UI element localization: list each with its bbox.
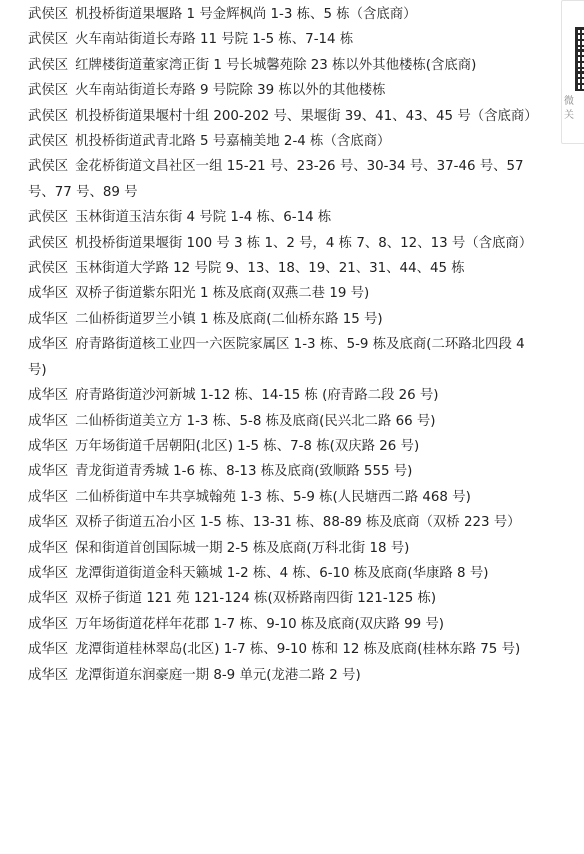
- list-item: [28, 434, 540, 459]
- list-item: [28, 53, 540, 78]
- address-text: 金花桥街道文昌社区一组 15-21 号、23-26 号、30-34 号、37-46 号、57 号、77 号、89 号: [28, 159, 524, 200]
- list-item: [28, 383, 540, 408]
- address-text: 双桥子街道五冶小区 1-5 栋、13-31 栋、88-89 栋及底商（双桥 223 号）: [75, 515, 521, 531]
- list-item: [28, 637, 540, 662]
- district-label: 成华区: [28, 642, 69, 658]
- list-item: [28, 332, 540, 383]
- list-item: [28, 459, 540, 484]
- district-label: 武侯区: [28, 108, 69, 124]
- district-label: 成华区: [28, 515, 69, 531]
- district-label: 武侯区: [28, 32, 69, 48]
- list-item: [28, 510, 540, 535]
- list-item: [28, 256, 540, 281]
- address-text: 机投桥街道武青北路 5 号嘉楠美地 2-4 栋（含底商）: [75, 134, 391, 150]
- district-label: 武侯区: [28, 134, 69, 150]
- list-item: [28, 78, 540, 103]
- district-label: 武侯区: [28, 83, 69, 99]
- list-item: [28, 485, 540, 510]
- list-item: [28, 281, 540, 306]
- address-text: 机投桥街道果堰街 100 号 3 栋 1、2 号，4 栋 7、8、12、13 号（含底商）: [75, 235, 533, 251]
- address-text: 机投桥街道果堰路 1 号金辉枫尚 1-3 栋、5 栋（含底商）: [75, 7, 417, 22]
- district-label: 成华区: [28, 311, 69, 327]
- address-text: 双桥子街道 121 苑 121-124 栋(双桥路南四街 121-125 栋): [75, 591, 437, 607]
- list-item: [28, 231, 540, 256]
- address-text: 龙潭街道街道金科天籁城 1-2 栋、4 栋、6-10 栋及底商(华康路 8 号): [75, 565, 489, 581]
- list-item: [28, 2, 540, 27]
- address-text: 二仙桥街道中车共享城翰苑 1-3 栋、5-9 栋(人民塘西二路 468 号): [75, 489, 471, 505]
- district-label: 武侯区: [28, 7, 69, 22]
- address-text: 玉林街道大学路 12 号院 9、13、18、19、21、31、44、45 栋: [75, 261, 465, 277]
- district-label: 成华区: [28, 591, 69, 607]
- district-label: 成华区: [28, 616, 69, 632]
- district-label: 武侯区: [28, 235, 69, 251]
- address-text: 火车南站街道长寿路 9 号院除 39 栋以外的其他楼栋: [75, 83, 386, 99]
- list-item: [28, 409, 540, 434]
- follow-qr-card[interactable]: [561, 0, 584, 144]
- address-text: 万年场街道千居朝阳(北区) 1-5 栋、7-8 栋(双庆路 26 号): [75, 438, 420, 454]
- qr-code-icon[interactable]: [575, 27, 584, 91]
- list-item: [28, 536, 540, 561]
- district-label: 成华区: [28, 489, 69, 505]
- document-body: [28, 2, 540, 688]
- district-label: 成华区: [28, 464, 69, 480]
- address-text: 双桥子街道紫东阳光 1 栋及底商(双燕二巷 19 号): [75, 286, 370, 302]
- district-label: 武侯区: [28, 159, 69, 175]
- address-text: 保和街道首创国际城一期 2-5 栋及底商(万科北街 18 号): [75, 540, 410, 556]
- district-label: 成华区: [28, 337, 69, 353]
- list-item: [28, 154, 540, 205]
- list-item: [28, 104, 540, 129]
- list-item: [28, 205, 540, 230]
- district-label: 武侯区: [28, 261, 69, 277]
- district-label: 成华区: [28, 540, 69, 556]
- address-text: 红牌楼街道董家湾正街 1 号长城馨苑除 23 栋以外其他楼栋(含底商): [75, 57, 477, 73]
- district-label: 武侯区: [28, 57, 69, 73]
- address-text: 二仙桥街道美立方 1-3 栋、5-8 栋及底商(民兴北二路 66 号): [75, 413, 436, 429]
- address-text: 府青路街道沙河新城 1-12 栋、14-15 栋 (府青路二段 26 号): [75, 388, 439, 404]
- district-label: 成华区: [28, 438, 69, 454]
- address-text: 府青路街道核工业四一六医院家属区 1-3 栋、5-9 栋及底商(二环路北四段 4 号): [28, 337, 525, 378]
- list-item: [28, 307, 540, 332]
- list-item: [28, 586, 540, 611]
- district-label: 武侯区: [28, 210, 69, 226]
- address-text: 机投桥街道果堰村十组 200-202 号、果堰街 39、41、43、45 号（含底商）: [75, 108, 538, 124]
- address-text: 龙潭街道东润豪庭一期 8-9 单元(龙港二路 2 号): [75, 667, 361, 683]
- list-item: [28, 663, 540, 688]
- qr-caption: 微 关: [564, 96, 574, 121]
- list-item: [28, 612, 540, 637]
- district-label: 成华区: [28, 667, 69, 683]
- list-item: [28, 561, 540, 586]
- address-text: 火车南站街道长寿路 11 号院 1-5 栋、7-14 栋: [75, 32, 354, 48]
- district-label: 成华区: [28, 388, 69, 404]
- address-text: 万年场街道花样年花郡 1-7 栋、9-10 栋及底商(双庆路 99 号): [75, 616, 445, 632]
- district-label: 成华区: [28, 565, 69, 581]
- address-text: 二仙桥街道罗兰小镇 1 栋及底商(二仙桥东路 15 号): [75, 311, 383, 327]
- district-label: 成华区: [28, 413, 69, 429]
- address-text: 青龙街道青秀城 1-6 栋、8-13 栋及底商(致顺路 555 号): [75, 464, 413, 480]
- address-text: 玉林街道玉洁东街 4 号院 1-4 栋、6-14 栋: [75, 210, 332, 226]
- list-item: [28, 129, 540, 154]
- district-label: 成华区: [28, 286, 69, 302]
- address-text: 龙潭街道桂林翠岛(北区) 1-7 栋、9-10 栋和 12 栋及底商(桂林东路 75 号): [75, 642, 521, 658]
- list-item: [28, 27, 540, 52]
